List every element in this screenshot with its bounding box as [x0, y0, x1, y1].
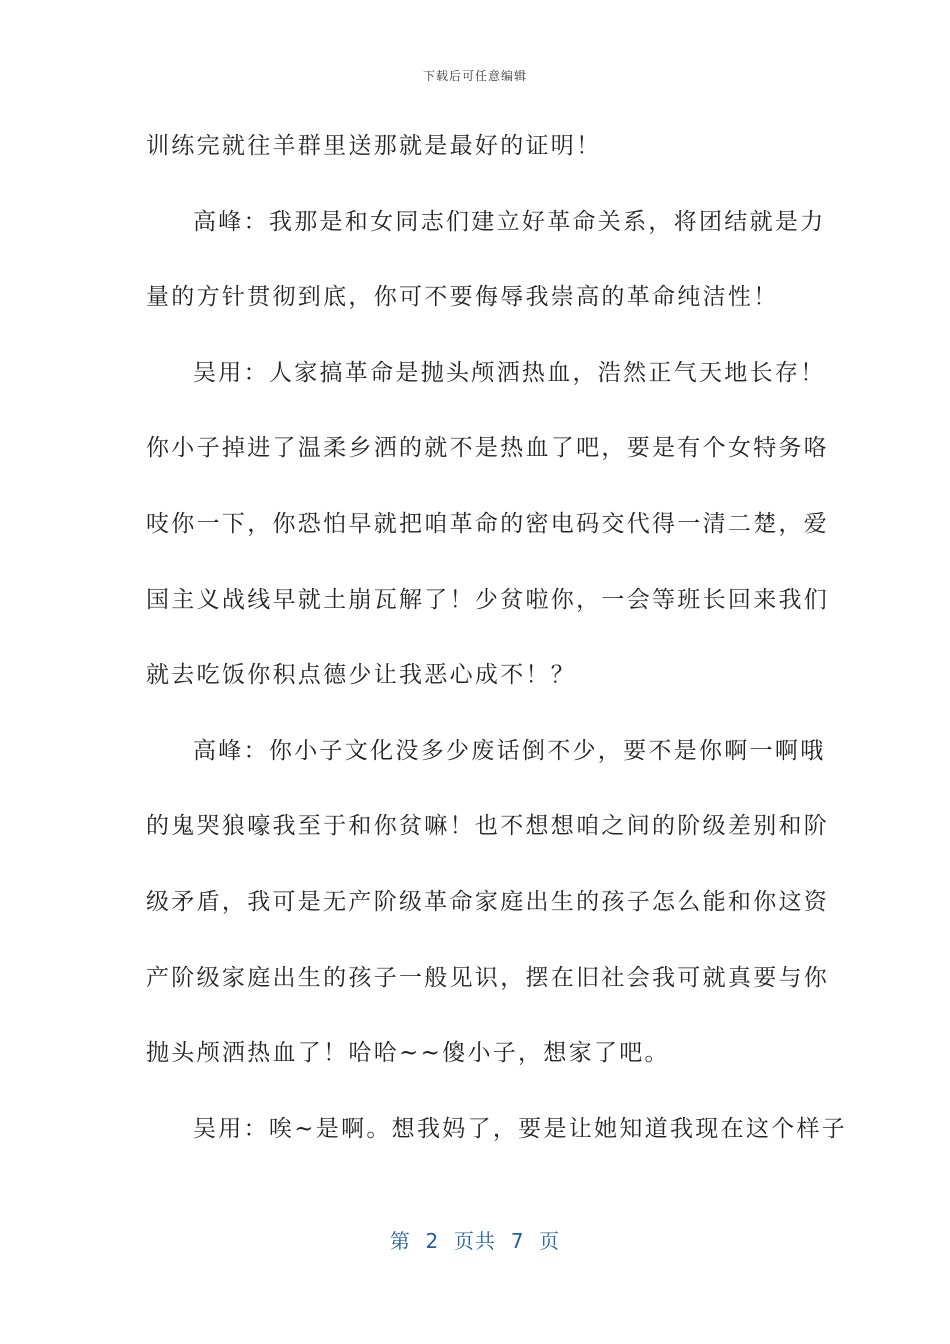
paragraph-line: 国主义战线早就土崩瓦解了！少贫啦你，一会等班长回来我们 [146, 586, 830, 613]
paragraph-line: 吴用：唉~是啊。想我妈了，要是让她知道我现在这个样子 [193, 1115, 848, 1142]
paragraph-line: 级矛盾，我可是无产阶级革命家庭出生的孩子怎么能和你这资 [146, 888, 830, 915]
paragraph-line: 抛头颅洒热血了！哈哈~~傻小子，想家了吧。 [146, 1040, 670, 1067]
paragraph-line: 就去吃饭你积点德少让我恶心成不！？ [146, 662, 577, 689]
paragraph-line: 产阶级家庭出生的孩子一般见识，摆在旧社会我可就真要与你 [146, 964, 830, 991]
body-text [146, 120, 848, 1178]
paragraph-line: 训练完就往羊群里送那就是最好的证明！ [146, 133, 602, 159]
paragraph-line: 高峰：你小子文化没多少废话倒不少，要不是你啊一啊哦 [193, 737, 826, 764]
paragraph-line: 量的方针贯彻到底，你可不要侮辱我崇高的革命纯洁性！ [146, 284, 779, 311]
page-number-footer [0, 1225, 950, 1254]
paragraph-line: 高峰：我那是和女同志们建立好革命关系，将团结就是力 [193, 208, 826, 235]
paragraph-line: 你小子掉进了温柔乡洒的就不是热血了吧，要是有个女特务咯 [146, 435, 830, 462]
paragraph-line: 的鬼哭狼嚎我至于和你贫嘛！也不想想咱之间的阶级差别和阶 [146, 813, 830, 840]
paragraph-line: 吱你一下，你恐怕早就把咱革命的密电码交代得一清二楚，爱 [146, 510, 830, 537]
header-note: 下载后可任意编辑 [422, 69, 527, 83]
paragraph-line: 吴用：人家搞革命是抛头颅洒热血，浩然正气天地长存！ [193, 359, 826, 386]
page-number-label: 第 2 页共 7 页 [389, 1229, 561, 1253]
